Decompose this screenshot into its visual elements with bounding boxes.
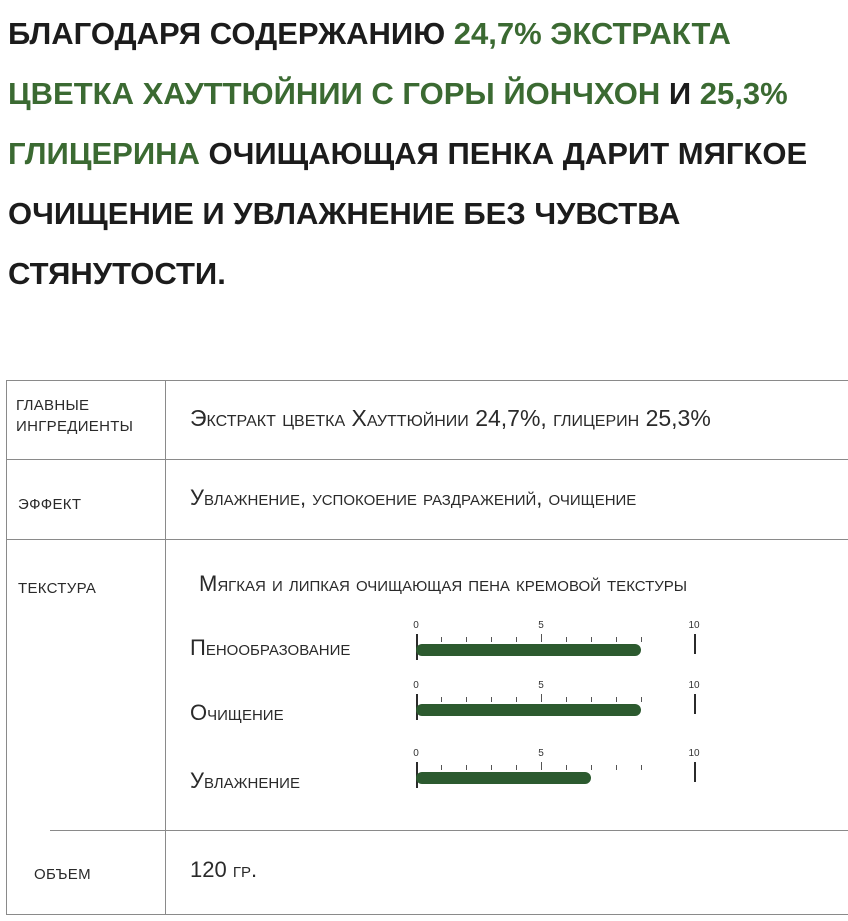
headline-highlight-glycerin: 25,3% ГЛИЦЕРИНА (8, 76, 788, 171)
scale-tick (466, 637, 467, 642)
scale-tick (441, 637, 442, 642)
table-row-divider (6, 539, 848, 540)
scale-tick (591, 765, 592, 770)
ingredients-value: Экстракт цветка Хауттюйнии 24,7%, глицерин 25,3% (190, 405, 711, 431)
rating-foaming-label: Пенообразование (190, 635, 351, 660)
scale-mid-label: 5 (538, 680, 544, 691)
scale-max-label: 10 (688, 620, 700, 631)
scale-tick (441, 697, 442, 702)
headline-text-2: И (660, 76, 700, 111)
headline (8, 4, 844, 304)
volume-value: 120 гр. (190, 857, 258, 882)
scale-tick (566, 697, 567, 702)
scale-max-label: 10 (688, 680, 700, 691)
rating-cleansing-label: Очищение (190, 700, 284, 725)
rating-bar (416, 644, 641, 656)
scale-tick (516, 637, 517, 642)
scale-tick (616, 637, 617, 642)
scale-tick (441, 765, 442, 770)
scale-axis-end (694, 762, 696, 782)
table-row-divider (50, 830, 848, 831)
ingredients-label-line1: ГЛАВНЫЕ (16, 397, 90, 414)
scale-tick (491, 765, 492, 770)
volume-label: ОБЪЕМ (34, 866, 91, 883)
scale-tick (591, 637, 592, 642)
scale-mid-label: 5 (538, 620, 544, 631)
table-left-border (6, 380, 7, 915)
scale-tick (566, 765, 567, 770)
rating-cleansing-scale (413, 680, 700, 720)
effect-label: ЭФФЕКТ (18, 496, 82, 513)
scale-max-label: 10 (688, 748, 700, 759)
scale-tick (591, 697, 592, 702)
headline-text-1: БЛАГОДАРЯ СОДЕРЖАНИЮ (8, 16, 454, 51)
table-column-divider (165, 380, 166, 915)
rating-bar (416, 772, 591, 784)
table-row-divider (6, 459, 848, 460)
scale-tick (566, 637, 567, 642)
scale-min-label: 0 (413, 748, 419, 759)
scale-tick (541, 634, 542, 642)
texture-label: ТЕКСТУРА (18, 580, 97, 597)
rating-moisturizing-scale (413, 748, 700, 788)
scale-tick (616, 697, 617, 702)
rating-moisturizing-label: Увлажнение (190, 768, 300, 793)
scale-axis-end (694, 694, 696, 714)
table-bottom-border (6, 914, 848, 915)
scale-tick (516, 765, 517, 770)
scale-mid-label: 5 (538, 748, 544, 759)
scale-min-label: 0 (413, 620, 419, 631)
scale-min-label: 0 (413, 680, 419, 691)
scale-tick (641, 765, 642, 770)
scale-tick (641, 697, 642, 702)
ingredients-label-line2: ИНГРЕДИЕНТЫ (16, 418, 134, 435)
scale-tick (466, 697, 467, 702)
headline-highlight-extract: 24,7% ЭКСТРАКТА ЦВЕТКА ХАУТТЮЙНИИ С ГОРЫ ЙОНЧХОН (8, 16, 731, 111)
effect-value: Увлажнение, успокоение раздражений, очищение (190, 485, 637, 510)
scale-tick (616, 765, 617, 770)
scale-tick (491, 697, 492, 702)
headline-text-3: ОЧИЩАЮЩАЯ ПЕНКА ДАРИТ МЯГКОЕ ОЧИЩЕНИЕ И УВЛАЖНЕНИЕ БЕЗ ЧУВСТВА СТЯНУТОСТИ. (8, 136, 808, 291)
scale-tick (466, 765, 467, 770)
rating-bar (416, 704, 641, 716)
rating-foaming-scale (413, 620, 700, 660)
texture-value: Мягкая и липкая очищающая пена кремовой текстуры (199, 571, 688, 596)
scale-tick (516, 697, 517, 702)
ingredients-label (16, 395, 133, 437)
spec-table (6, 380, 848, 916)
scale-tick (541, 694, 542, 702)
scale-tick (491, 637, 492, 642)
table-top-border (6, 380, 848, 381)
scale-tick (641, 637, 642, 642)
scale-axis-end (694, 634, 696, 654)
scale-tick (541, 762, 542, 770)
